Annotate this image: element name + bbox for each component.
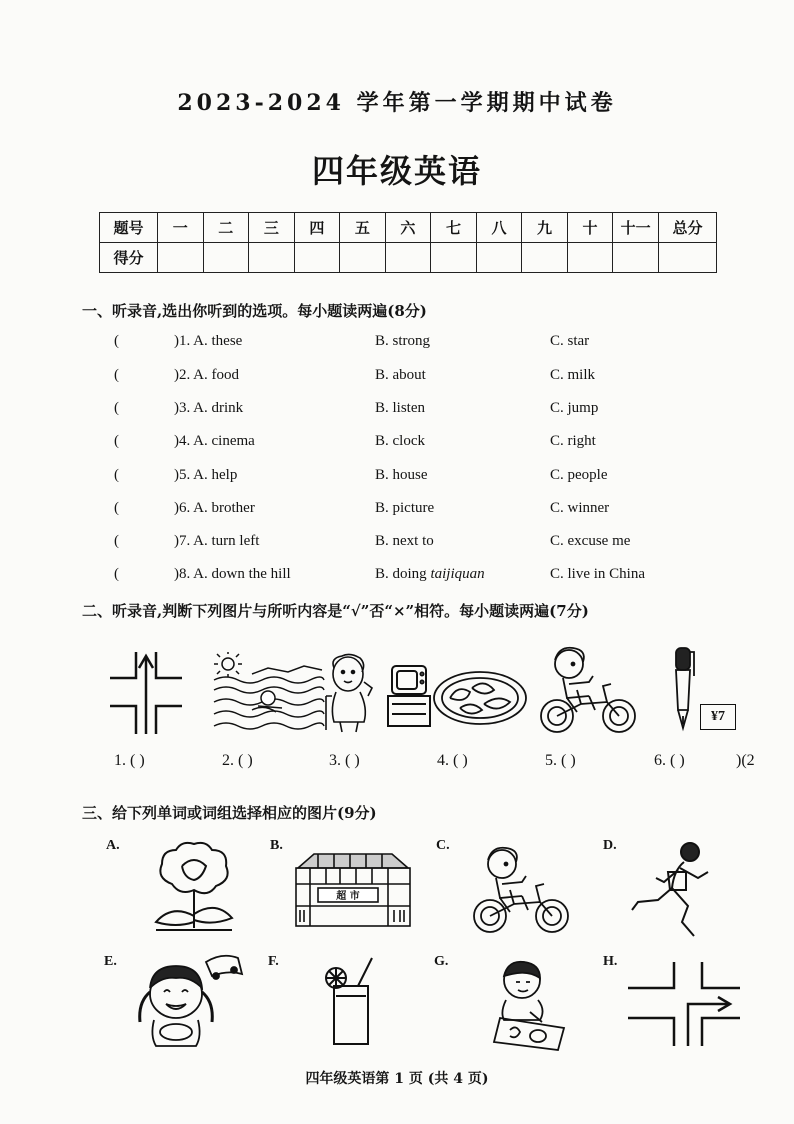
juice-glass-icon [322, 956, 382, 1046]
judge-answer-2[interactable]: 2. ( ) [222, 752, 253, 769]
answer-paren[interactable]: ( [114, 400, 119, 416]
score-table-column: 六 [385, 213, 431, 243]
option-c: C. right [550, 433, 596, 449]
score-cell[interactable] [476, 243, 522, 273]
supermarket-icon [288, 850, 416, 930]
question-row [110, 566, 730, 592]
option-b: B. house [375, 467, 428, 483]
option-a: )2. A. food [174, 367, 239, 383]
option-c: C. winner [550, 500, 610, 516]
option-b: B. next to [375, 533, 434, 549]
question-row [110, 400, 730, 426]
score-table-column: 十 [567, 213, 613, 243]
pen-icon [668, 646, 698, 732]
option-a: )3. A. drink [174, 400, 244, 416]
score-cell[interactable] [522, 243, 568, 273]
score-table-column: 一 [158, 213, 204, 243]
boy-drawing-icon [490, 958, 570, 1054]
option-b: B. picture [375, 500, 435, 516]
answer-paren[interactable]: ( [114, 367, 119, 383]
option-c: C. jump [550, 400, 599, 416]
score-table-score-row [100, 243, 717, 273]
question-row [110, 333, 730, 359]
score-cell[interactable] [340, 243, 386, 273]
judge-answer-1[interactable]: 1. ( ) [114, 752, 145, 769]
score-table-row-label: 得分 [100, 243, 158, 273]
answer-paren[interactable]: ( [114, 500, 119, 516]
boy-riding-bike-icon [470, 840, 570, 935]
score-table-column: 七 [431, 213, 477, 243]
crossroad-turn-right-icon [628, 962, 740, 1046]
television-icon [386, 662, 432, 728]
option-b-text: B. doing [375, 566, 431, 582]
score-cell[interactable] [203, 243, 249, 273]
pic-label-c: C. [436, 838, 450, 853]
option-a: )1. A. these [174, 333, 243, 349]
score-table-column: 十一 [613, 213, 659, 243]
score-cell[interactable] [567, 243, 613, 273]
judge-answer-4[interactable]: 4. ( ) [437, 752, 468, 769]
swimming-sea-icon [212, 652, 324, 734]
page-footer: 四年级英语第 1 页 (共 4 页) [305, 1071, 489, 1087]
score-table-column: 九 [522, 213, 568, 243]
option-a: )6. A. brother [174, 500, 255, 516]
score-table-column: 四 [294, 213, 340, 243]
girl-telephone-icon [320, 652, 380, 732]
option-a: )5. A. help [174, 467, 238, 483]
option-c: C. star [550, 333, 590, 349]
pic-label-d: D. [603, 838, 617, 853]
option-b: B. listen [375, 400, 426, 416]
running-man-icon [628, 840, 712, 940]
boy-riding-bike-icon [537, 640, 637, 735]
question-row [110, 367, 730, 393]
option-b: B. about [375, 367, 426, 383]
section3-heading: 三、给下列单词或词组选择相应的图片(9分) [82, 804, 377, 822]
score-cell[interactable] [158, 243, 204, 273]
answer-paren[interactable]: ( [114, 566, 119, 582]
pic-label-b: B. [270, 838, 283, 853]
option-b-italic: taijiquan [430, 566, 485, 582]
pic-label-a: A. [106, 838, 120, 853]
score-cell[interactable] [385, 243, 431, 273]
option-b: B. strong [375, 333, 431, 349]
section2-heading: 二、听录音,判断下列图片与所听内容是“√”否“×”相符。每小题读两遍(7分) [82, 602, 589, 620]
judge-answer-6[interactable]: 6. ( ) [654, 752, 685, 769]
option-b [375, 566, 485, 583]
answer-paren[interactable]: ( [114, 333, 119, 349]
option-a: )4. A. cinema [174, 433, 255, 449]
price-tag: ¥7 [700, 704, 736, 730]
pic-label-f: F. [268, 954, 279, 969]
score-table-header-row [100, 213, 717, 243]
option-a: )7. A. turn left [174, 533, 260, 549]
answer-paren[interactable]: ( [114, 533, 119, 549]
dumplings-plate-icon [432, 668, 528, 726]
option-c: C. milk [550, 367, 596, 383]
score-cell[interactable] [249, 243, 295, 273]
score-cell[interactable] [294, 243, 340, 273]
score-table-row-label: 题号 [100, 213, 158, 243]
score-cell[interactable] [659, 243, 717, 273]
flower-icon [152, 838, 236, 934]
option-c: C. people [550, 467, 608, 483]
judge-answer-3[interactable]: 3. ( ) [329, 752, 360, 769]
judge-answer-5[interactable]: 5. ( ) [545, 752, 576, 769]
pic-label-g: G. [434, 954, 449, 969]
score-table-column: 八 [476, 213, 522, 243]
question-row [110, 467, 730, 493]
question-row [110, 533, 730, 559]
option-b: B. clock [375, 433, 425, 449]
pic-label-e: E. [104, 954, 117, 969]
pic-label-h: H. [603, 954, 618, 969]
exam-title: 2023-2024 学年第一学期期中试卷 [177, 90, 617, 116]
answer-paren[interactable]: ( [114, 467, 119, 483]
option-c: C. excuse me [550, 533, 631, 549]
section1-heading: 一、听录音,选出你听到的选项。每小题读两遍(8分) [82, 302, 427, 320]
score-table-column: 二 [203, 213, 249, 243]
shop-sign-text: 超 市 [336, 891, 360, 902]
score-table-column: 五 [340, 213, 386, 243]
crossroad-straight-icon [108, 650, 184, 736]
score-cell[interactable] [431, 243, 477, 273]
score-table-column: 总分 [659, 213, 717, 243]
answer-paren[interactable]: ( [114, 433, 119, 449]
score-table-column: 三 [249, 213, 295, 243]
question-row [110, 500, 730, 526]
exam-subtitle: 四年级英语 [311, 152, 482, 190]
score-cell[interactable] [613, 243, 659, 273]
option-c: C. live in China [550, 566, 645, 582]
score-table [99, 212, 717, 273]
question-row [110, 433, 730, 459]
option-a: )8. A. down the hill [174, 566, 291, 582]
judge-answer-7-partial[interactable]: )(2 [736, 752, 755, 769]
girl-singing-icon [130, 952, 248, 1048]
